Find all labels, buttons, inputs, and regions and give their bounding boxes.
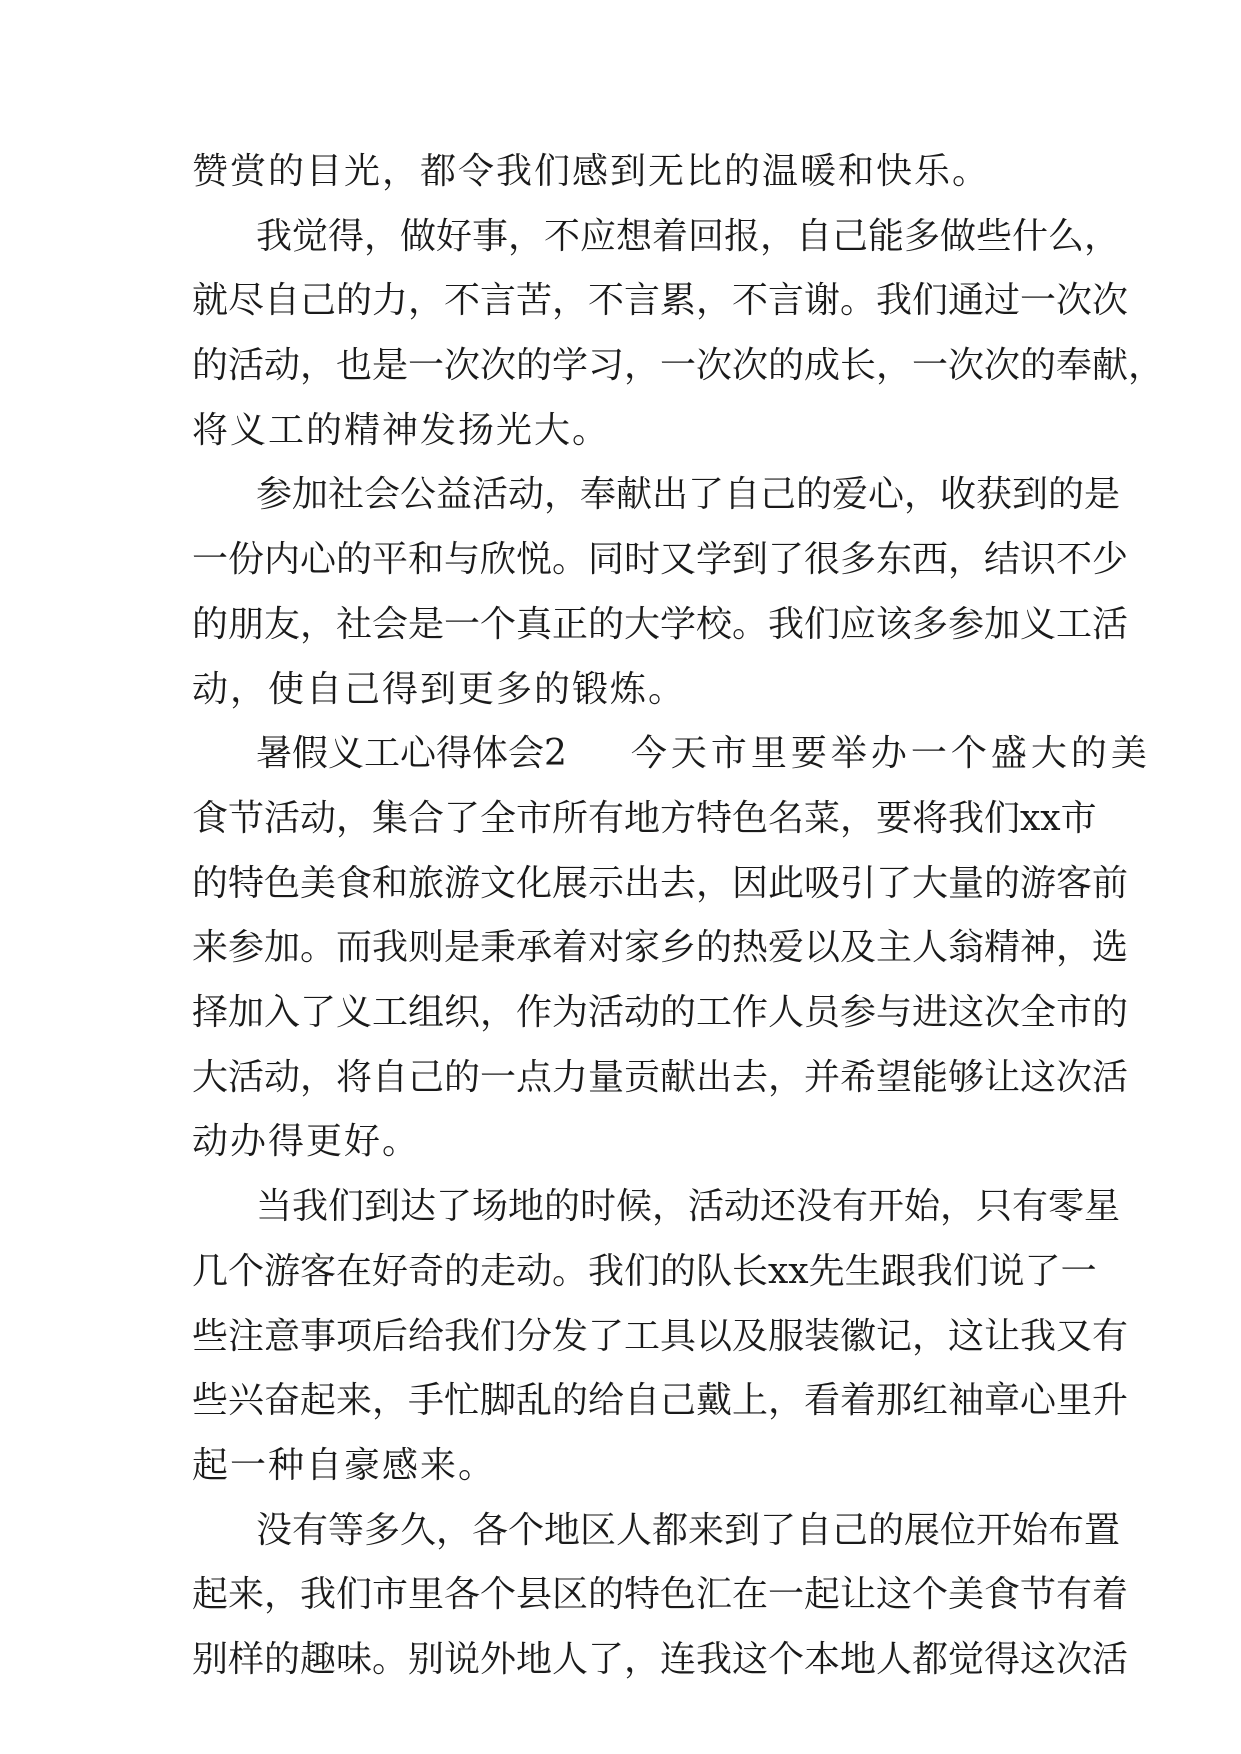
text-line: 几个游客在好奇的走动。我们的队长xx先生跟我们说了一 (192, 1251, 1097, 1292)
section-heading: 暑假义工心得体会2 (256, 733, 567, 774)
text-line: 就尽自己的力，不言苦，不言累，不言谢。我们通过一次次 (192, 280, 1129, 321)
text-line: 起来，我们市里各个县区的特色汇在一起让这个美食节有着 (192, 1574, 1129, 1615)
text-line: 择加入了义工组织，作为活动的工作人员参与进这次全市的 (192, 992, 1129, 1033)
text-line: 当我们到达了场地的时候，活动还没有开始，只有零星 (256, 1186, 1121, 1227)
text-line: 我觉得，做好事，不应想着回报，自己能多做些什么， (256, 216, 1121, 257)
text-line: 的朋友，社会是一个真正的大学校。我们应该多参加义工活 (192, 604, 1129, 645)
text-line (256, 724, 1151, 784)
text-line: 些兴奋起来，手忙脚乱的给自己戴上，看着那红袖章心里升 (192, 1380, 1129, 1421)
text-line: 动，使自己得到更多的锻炼。 (192, 669, 687, 710)
text-line: 今天市里要举办一个盛大的美 (630, 733, 1151, 774)
text-line: 大活动，将自己的一点力量贡献出去，并希望能够让这次活 (192, 1057, 1129, 1098)
text-line: 一份内心的平和与欣悦。同时又学到了很多东西，结识不少 (192, 539, 1129, 580)
text-line: 没有等多久，各个地区人都来到了自己的展位开始布置 (256, 1510, 1121, 1551)
text-line: 些注意事项后给我们分发了工具以及服装徽记，这让我又有 (192, 1316, 1129, 1357)
text-line: 食节活动，集合了全市所有地方特色名菜，要将我们xx市 (192, 798, 1097, 839)
text-line: 将义工的精神发扬光大。 (192, 410, 611, 451)
text-line: 参加社会公益活动，奉献出了自己的爱心，收获到的是 (256, 474, 1121, 515)
text-line: 的活动，也是一次次的学习，一次次的成长，一次次的奉献， (192, 345, 1165, 386)
text-line: 来参加。而我则是秉承着对家乡的热爱以及主人翁精神，选 (192, 927, 1129, 968)
text-line: 动办得更好。 (192, 1121, 421, 1162)
text-line: 赞赏的目光，都令我们感到无比的温暖和快乐。 (192, 151, 991, 192)
text-line: 别样的趣味。别说外地人了，连我这个本地人都觉得这次活 (192, 1639, 1129, 1680)
text-line: 起一种自豪感来。 (192, 1445, 497, 1486)
text-line: 的特色美食和旅游文化展示出去，因此吸引了大量的游客前 (192, 863, 1129, 904)
